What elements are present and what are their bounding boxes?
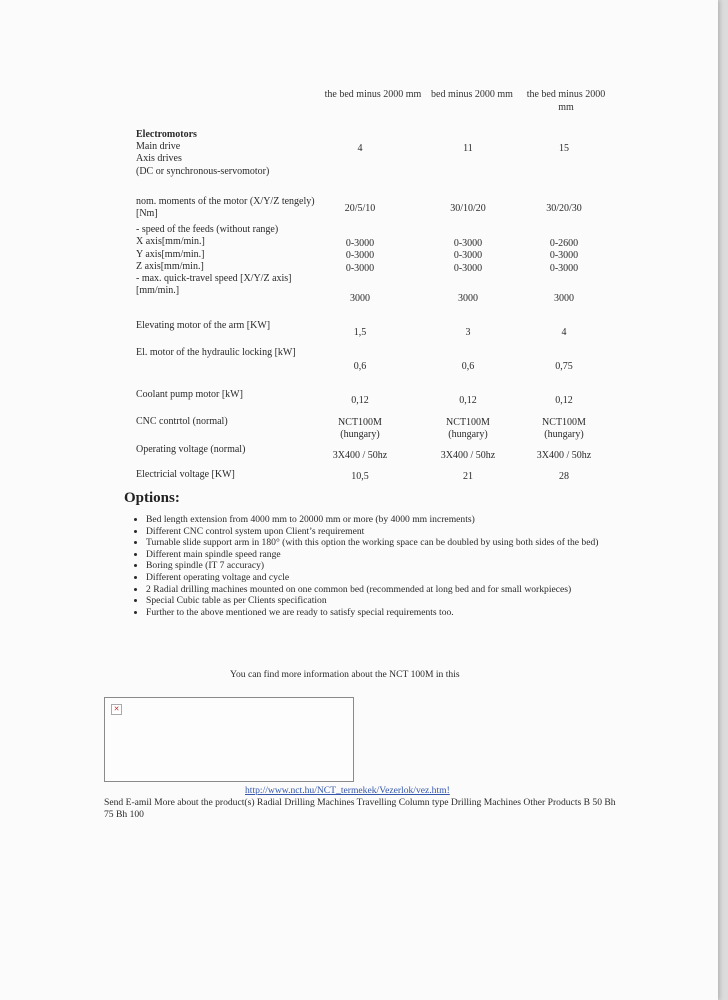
cell-value: 0-3000 — [345, 263, 375, 274]
more-info-text: You can find more information about the NCT 100M in this — [230, 669, 460, 680]
option-item: • Different CNC control system upon Client’s requirement — [146, 526, 666, 538]
row-label: (DC or synchronous-servomotor) — [136, 166, 270, 177]
cell-value: 11 — [463, 143, 473, 154]
cell-value: 0-2600 — [549, 238, 579, 249]
column-header-1: the bed minus 2000 mm — [324, 89, 422, 100]
cell-value: 1,5 — [353, 327, 367, 338]
cell-value: 30/10/20 — [450, 203, 486, 214]
cell-value: NCT100M (hungary) — [542, 417, 586, 441]
row-label: X axis[mm/min.] — [136, 236, 205, 247]
cell-value: 3X400 / 50hz — [332, 450, 388, 461]
cell-value: 28 — [559, 471, 569, 482]
cell-value: 0,12 — [351, 395, 369, 406]
cell-value: 0-3000 — [549, 263, 579, 274]
broken-image-icon: ✕ — [111, 704, 122, 715]
cell-value: 0,12 — [555, 395, 573, 406]
cell-value: 21 — [463, 471, 473, 482]
row-label: - max. quick-travel speed [X/Y/Z axis] [mm/min.] — [136, 273, 292, 297]
row-label: Z axis[mm/min.] — [136, 261, 204, 272]
row-label: CNC contrtol (normal) — [136, 416, 228, 427]
product-link[interactable]: http://www.nct.hu/NCT_termekek/Vezerlok/vez.htm! — [245, 785, 450, 796]
row-label: Coolant pump motor [kW] — [136, 389, 243, 400]
cell-value: 3000 — [458, 293, 478, 304]
cell-value: 20/5/10 — [344, 203, 376, 214]
cell-value: NCT100M (hungary) — [338, 417, 382, 441]
cell-value: 0-3000 — [453, 238, 483, 249]
options-title: Options: — [124, 490, 180, 506]
row-label: - speed of the feeds (without range) — [136, 224, 279, 235]
cell-value: 0,6 — [353, 361, 367, 372]
option-item: • Different main spindle speed range — [146, 549, 666, 561]
row-label: nom. moments of the motor (X/Y/Z tengely) [Nm] — [136, 196, 315, 220]
cell-value: 15 — [559, 143, 569, 154]
cell-value: 4 — [561, 327, 567, 338]
row-label: Y axis[mm/min.] — [136, 249, 205, 260]
column-header-3: the bed minus 2000 mm — [526, 89, 606, 113]
cell-value: 30/20/30 — [546, 203, 582, 214]
cell-value: 0,6 — [461, 361, 475, 372]
image-placeholder — [104, 697, 354, 782]
cell-value: 0-3000 — [453, 250, 483, 261]
option-item: • Turnable slide support arm in 180° (with this option the working space can be doubled by using both sides of the bed) — [146, 537, 666, 549]
cell-value: NCT100M (hungary) — [446, 417, 490, 441]
cell-value: 3000 — [554, 293, 574, 304]
cell-value: 3000 — [350, 293, 370, 304]
option-item: • Different operating voltage and cycle — [146, 572, 666, 584]
option-item: • Further to the above mentioned we are ready to satisfy special requirements too. — [146, 607, 666, 619]
option-item: • Bed length extension from 4000 mm to 20000 mm or more (by 4000 mm increments) — [146, 514, 666, 526]
cell-value: 3X400 / 50hz — [536, 450, 592, 461]
section-title: Electromotors — [136, 129, 197, 140]
cell-value: 0-3000 — [549, 250, 579, 261]
cell-value: 4 — [357, 143, 363, 154]
row-label: Elevating motor of the arm [KW] — [136, 320, 271, 331]
cell-value: 10,5 — [351, 471, 369, 482]
option-item: • Boring spindle (IT 7 accuracy) — [146, 560, 666, 572]
column-header-2: bed minus 2000 mm — [431, 89, 513, 100]
row-label: Axis drives — [136, 153, 182, 164]
cell-value: 3X400 / 50hz — [440, 450, 496, 461]
cell-value: 0,75 — [555, 361, 573, 372]
row-label: El. motor of the hydraulic locking [kW] — [136, 347, 296, 358]
option-item: • 2 Radial drilling machines mounted on one common bed (recommended at long bed and for small workpieces) — [146, 584, 666, 596]
options-list — [122, 514, 666, 618]
footer-text: Send E-amil More about the product(s) Radial Drilling Machines Travelling Column type Drilling Machines Other Products B 50 Bh 75 Bh 100 — [104, 797, 616, 820]
cell-value: 0-3000 — [345, 250, 375, 261]
cell-value: 0-3000 — [345, 238, 375, 249]
cell-value: 0-3000 — [453, 263, 483, 274]
row-label: Operating voltage (normal) — [136, 444, 246, 455]
row-label: Electricial voltage [KW] — [136, 469, 235, 480]
cell-value: 0,12 — [459, 395, 477, 406]
row-label: Main drive — [136, 141, 181, 152]
option-item: • Special Cubic table as per Clients specification — [146, 595, 666, 607]
cell-value: 3 — [465, 327, 471, 338]
